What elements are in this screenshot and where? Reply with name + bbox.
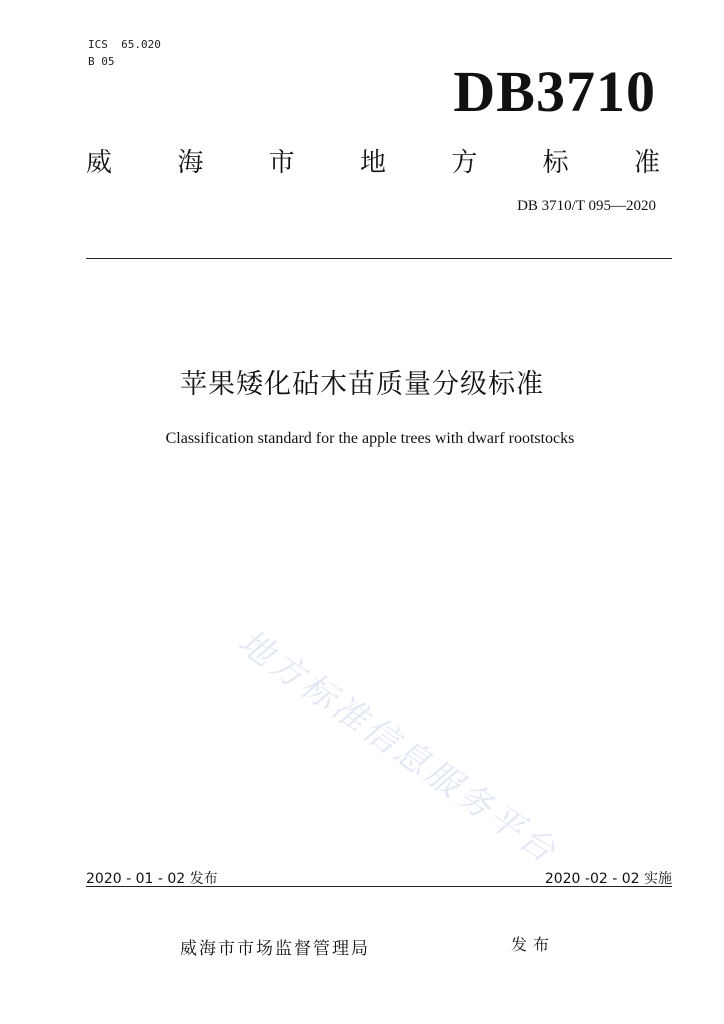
standard-number: DB 3710/T 095—2020 (517, 198, 656, 214)
standard-type-char: 市 (268, 148, 295, 178)
release-date: 2020 - 01 - 02 发布 (86, 871, 218, 887)
standard-type (86, 142, 660, 179)
standard-type-char: 准 (633, 148, 660, 178)
bottom-divider (86, 886, 672, 887)
standard-type-char: 威 (86, 148, 113, 178)
chinese-title: 苹果矮化砧木苗质量分级标准 (180, 369, 544, 400)
classification-codes (88, 36, 161, 70)
top-divider (86, 258, 672, 259)
standard-type-char: 海 (177, 148, 204, 178)
issue-label: 发布 (511, 935, 556, 954)
effective-date: 2020 -02 - 02 实施 (544, 871, 672, 887)
standard-type-char: 标 (542, 148, 569, 178)
ics-code: ICS 65.020 (88, 38, 161, 51)
ccs-code: B 05 (88, 55, 115, 68)
watermark: 地方标准信息服务平台 (230, 622, 566, 873)
standard-type-char: 地 (359, 148, 386, 178)
db-code: DB3710 (453, 59, 656, 124)
english-title: Classification standard for the apple trees with dwarf rootstocks (165, 430, 575, 447)
standard-type-char: 方 (451, 148, 478, 178)
issuing-authority: 威海市市场监督管理局 (180, 939, 370, 959)
